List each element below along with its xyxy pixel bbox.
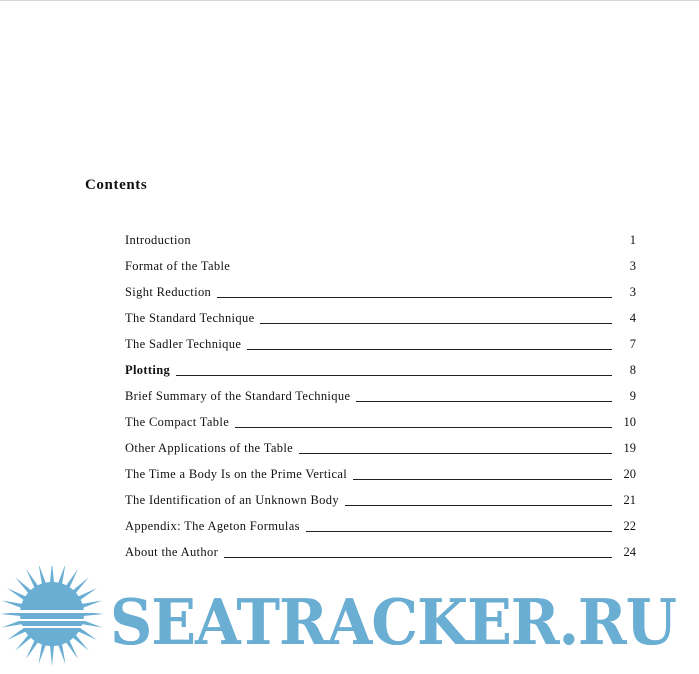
sea-wave-line	[12, 610, 92, 613]
toc-entry-title: Introduction	[125, 233, 191, 247]
sea-wave-line	[12, 619, 92, 621]
toc-entry[interactable]	[125, 355, 636, 381]
table-of-contents	[125, 225, 636, 563]
toc-entry-title: The Standard Technique	[125, 311, 255, 325]
toc-entry-page-number: 21	[623, 493, 636, 507]
toc-entry-page-number: 1	[629, 233, 636, 247]
sun-disc	[20, 582, 84, 646]
toc-entry-title: About the Author	[125, 545, 219, 559]
toc-entry-title: The Time a Body Is on the Prime Vertical	[125, 467, 348, 481]
toc-entry-page-number: 7	[629, 337, 636, 351]
sun-over-sea-icon	[0, 566, 104, 666]
toc-entry-title: Other Applications of the Table	[125, 441, 294, 455]
toc-entry-page-number: 4	[629, 311, 636, 325]
toc-leader-line	[235, 426, 612, 428]
toc-leader-line	[260, 322, 612, 324]
sun-ray	[50, 644, 54, 666]
toc-leader-line	[224, 556, 612, 558]
sea-wave-line	[12, 626, 92, 628]
toc-entry[interactable]	[125, 485, 636, 511]
toc-entry-title: Sight Reduction	[125, 285, 212, 299]
toc-entry-page-number: 8	[629, 363, 636, 377]
toc-leader-line	[247, 348, 612, 350]
toc-entry[interactable]	[125, 303, 636, 329]
toc-entry-title: Plotting	[125, 363, 171, 377]
toc-entry[interactable]	[125, 225, 636, 251]
toc-entry-page-number: 24	[623, 545, 636, 559]
toc-entry-title: Format of the Table	[125, 259, 231, 273]
toc-entry-title: The Identification of an Unknown Body	[125, 493, 339, 507]
toc-entry-title: The Sadler Technique	[125, 337, 242, 351]
toc-entry[interactable]	[125, 329, 636, 355]
sun-ray	[39, 642, 47, 664]
toc-leader-line	[356, 400, 612, 402]
toc-leader-line	[353, 478, 612, 480]
toc-entry-page-number: 3	[629, 285, 636, 299]
toc-entry[interactable]	[125, 381, 636, 407]
toc-entry-page-number: 3	[629, 259, 636, 273]
toc-entry[interactable]	[125, 433, 636, 459]
toc-entry-page-number: 19	[623, 441, 636, 455]
toc-entry-page-number: 9	[629, 389, 636, 403]
toc-entry[interactable]	[125, 537, 636, 563]
sun-ray	[2, 601, 24, 609]
toc-entry[interactable]	[125, 511, 636, 537]
toc-entry-title: Brief Summary of the Standard Technique	[125, 389, 351, 403]
toc-entry[interactable]	[125, 459, 636, 485]
toc-entry-page-number: 22	[623, 519, 636, 533]
sun-ray	[58, 642, 66, 664]
toc-leader-line	[197, 244, 612, 246]
toc-leader-line	[345, 504, 612, 506]
toc-leader-line	[176, 374, 612, 376]
contents-heading: Contents	[85, 177, 148, 193]
toc-entry[interactable]	[125, 277, 636, 303]
sun-ray	[80, 601, 102, 609]
page-top-border	[0, 0, 699, 1]
sun-ray	[58, 566, 66, 586]
sun-ray	[39, 566, 47, 586]
toc-leader-line	[236, 270, 612, 272]
toc-entry-page-number: 20	[623, 467, 636, 481]
toc-entry-title: Appendix: The Ageton Formulas	[125, 519, 300, 533]
toc-entry-title: The Compact Table	[125, 415, 230, 429]
toc-entry-page-number: 10	[623, 415, 636, 429]
toc-leader-line	[217, 296, 612, 298]
sun-ray	[50, 566, 54, 584]
toc-entry[interactable]	[125, 407, 636, 433]
watermark-text: SEATRACKER.RU	[110, 585, 676, 659]
toc-entry[interactable]	[125, 251, 636, 277]
toc-leader-line	[306, 530, 612, 532]
toc-leader-line	[299, 452, 612, 454]
